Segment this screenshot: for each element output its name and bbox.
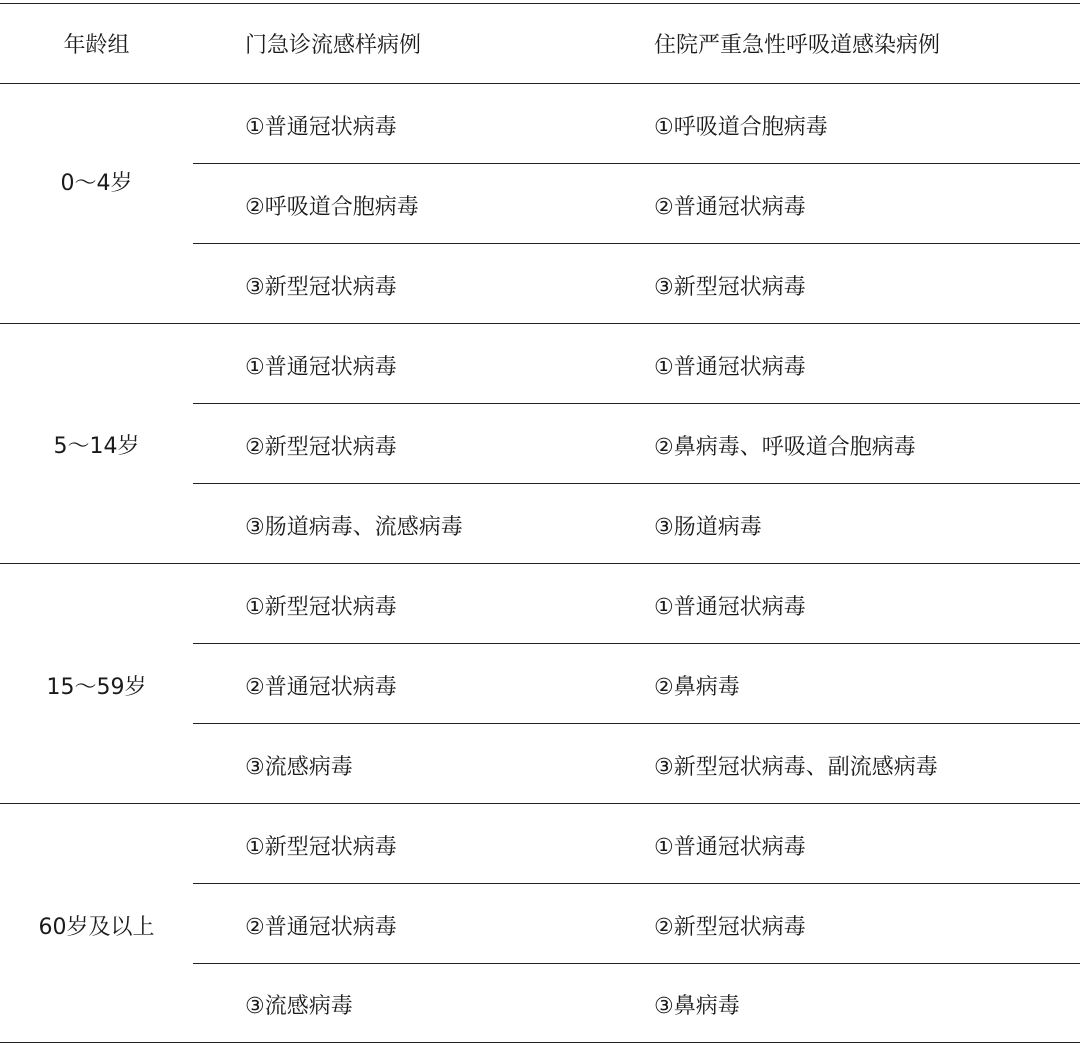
table-bottom-rule (0, 1042, 1080, 1043)
group-divider (0, 803, 1080, 804)
outpatient-cell: ②普通冠状病毒 (245, 915, 397, 940)
inpatient-cell: ②鼻病毒 (654, 675, 740, 700)
age-group-label: 5～14岁 (53, 434, 140, 459)
row-divider (193, 163, 1080, 164)
header-outpatient: 门急诊流感样病例 (245, 33, 422, 58)
inpatient-cell: ①普通冠状病毒 (654, 355, 806, 380)
age-group-label: 0～4岁 (60, 171, 133, 196)
inpatient-cell: ①普通冠状病毒 (654, 835, 806, 860)
outpatient-cell: ①普通冠状病毒 (245, 355, 397, 380)
header-rule (0, 83, 1080, 84)
row-divider (193, 243, 1080, 244)
inpatient-cell: ①呼吸道合胞病毒 (654, 115, 828, 140)
row-divider (193, 883, 1080, 884)
row-divider (193, 403, 1080, 404)
outpatient-cell: ③流感病毒 (245, 755, 353, 780)
header-age-group: 年龄组 (63, 33, 130, 58)
table-top-rule (0, 3, 1080, 4)
outpatient-cell: ①新型冠状病毒 (245, 835, 397, 860)
outpatient-cell: ②呼吸道合胞病毒 (245, 195, 419, 220)
row-divider (193, 643, 1080, 644)
group-divider (0, 323, 1080, 324)
outpatient-cell: ②新型冠状病毒 (245, 435, 397, 460)
inpatient-cell: ③新型冠状病毒 (654, 275, 806, 300)
inpatient-cell: ①普通冠状病毒 (654, 595, 806, 620)
row-divider (193, 723, 1080, 724)
age-group-label: 60岁及以上 (38, 915, 155, 940)
outpatient-cell: ③肠道病毒、流感病毒 (245, 515, 463, 540)
row-divider (193, 963, 1080, 964)
inpatient-cell: ②鼻病毒、呼吸道合胞病毒 (654, 435, 916, 460)
outpatient-cell: ②普通冠状病毒 (245, 675, 397, 700)
inpatient-cell: ②新型冠状病毒 (654, 915, 806, 940)
inpatient-cell: ③肠道病毒 (654, 515, 762, 540)
inpatient-cell: ③新型冠状病毒、副流感病毒 (654, 755, 938, 780)
group-divider (0, 563, 1080, 564)
inpatient-cell: ③鼻病毒 (654, 994, 740, 1019)
outpatient-cell: ①普通冠状病毒 (245, 115, 397, 140)
row-divider (193, 483, 1080, 484)
age-group-label: 15～59岁 (46, 675, 147, 700)
outpatient-cell: ③新型冠状病毒 (245, 275, 397, 300)
inpatient-cell: ②普通冠状病毒 (654, 195, 806, 220)
outpatient-cell: ③流感病毒 (245, 994, 353, 1019)
header-inpatient: 住院严重急性呼吸道感染病例 (654, 33, 941, 58)
outpatient-cell: ①新型冠状病毒 (245, 595, 397, 620)
